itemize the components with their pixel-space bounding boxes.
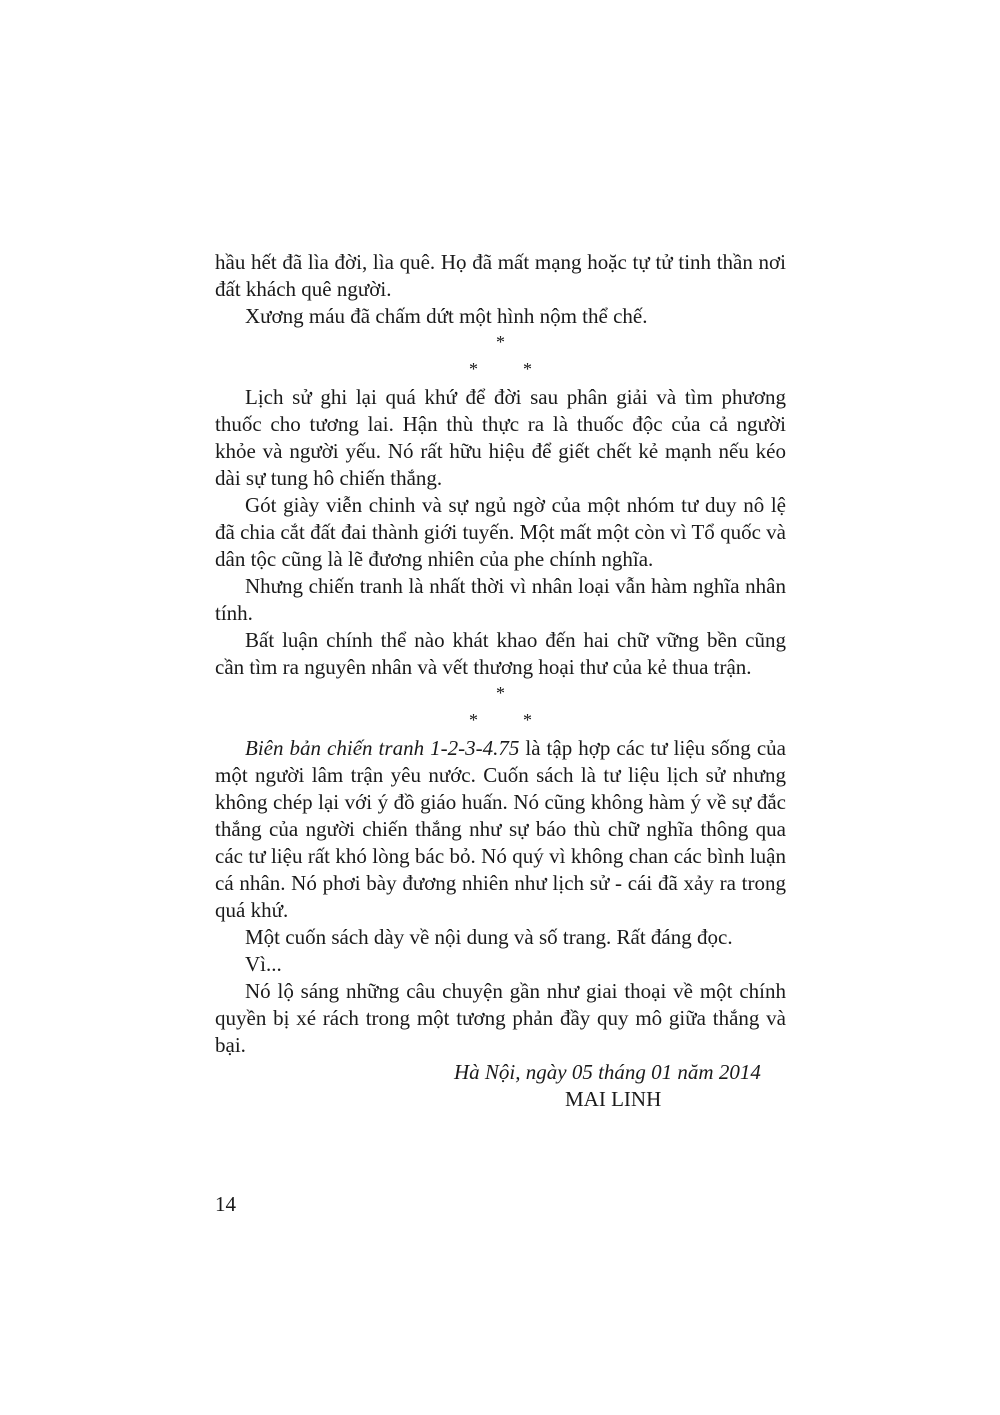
section-separator <box>215 330 786 384</box>
separator-star: * <box>469 710 478 730</box>
book-description-text: là tập hợp các tư liệu sống của một người lâm trận yêu nước. Cuốn sách là tư liệu lịch sử nhưng không chép lại với ý đồ giáo huấn. Nó cũng không hàm ý về sự đắc thắng của người chiến thắng như sự báo thù chữ nghĩa thông qua các tư liệu rất khó lòng bác bỏ. Nó quý vì không chan các bình luận cá nhân. Nó phơi bày đương nhiên như lịch sử - cái đã xảy ra trong quá khứ. <box>215 736 786 922</box>
paragraph: Một cuốn sách dày về nội dung và số trang. Rất đáng đọc. <box>245 925 733 949</box>
section-separator <box>215 681 786 735</box>
paragraph-continuation: hầu hết đã lìa đời, lìa quê. Họ đã mất mạng hoặc tự tử tinh thần nơi đất khách quê người. <box>215 250 786 301</box>
separator-star: * <box>523 710 532 730</box>
separator-star: * <box>496 683 505 703</box>
paragraph: Gót giày viễn chinh và sự ngủ ngờ của một nhóm tư duy nô lệ đã chia cắt đất đai thành giới tuyến. Một mất một còn vì Tổ quốc và dân tộc cũng là lẽ đương nhiên của phe chính nghĩa. <box>215 493 786 571</box>
signature-block <box>215 1059 786 1115</box>
page-body <box>215 249 786 1115</box>
page-number: 14 <box>215 1192 236 1216</box>
paragraph: Nó lộ sáng những câu chuyện gần như giai thoại về một chính quyền bị xé rách trong một tương phản đầy quy mô giữa thắng và bại. <box>215 979 786 1057</box>
separator-star: * <box>469 359 478 379</box>
separator-star: * <box>523 359 532 379</box>
paragraph: Bất luận chính thể nào khát khao đến hai chữ vững bền cũng cần tìm ra nguyên nhân và vết thương hoại thư của kẻ thua trận. <box>215 628 786 679</box>
paragraph: Lịch sử ghi lại quá khứ để đời sau phân giải và tìm phương thuốc cho tương lai. Hận thù thực ra là thuốc độc của cả người khỏe và người yếu. Nó rất hữu hiệu để giết chết kẻ mạnh nếu kéo dài sự tung hô chiến thắng. <box>215 385 786 490</box>
signature-date: Hà Nội, ngày 05 tháng 01 năm 2014 <box>454 1060 761 1084</box>
book-title: Biên bản chiến tranh 1-2-3-4.75 <box>245 736 520 760</box>
paragraph-book-description <box>215 735 786 924</box>
paragraph: Xương máu đã chấm dứt một hình nộm thể chế. <box>245 304 648 328</box>
separator-star: * <box>496 332 505 352</box>
signature-author: MAI LINH <box>565 1087 662 1111</box>
paragraph: Nhưng chiến tranh là nhất thời vì nhân loại vẫn hàm nghĩa nhân tính. <box>215 574 786 625</box>
paragraph: Vì... <box>245 952 282 976</box>
